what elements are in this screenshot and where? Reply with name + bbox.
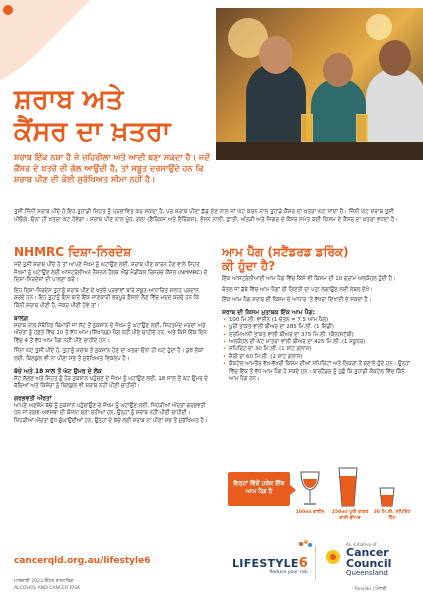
kids-text: ਸੱਟ ਲੱਗਣ ਅਤੇ ਸਿਹਤ ਨੂੰ ਹੋਰ ਨੁਕਸਾਨ ਪਹੁੰਚਣ ਦੇ ਜੋਖਮ ਨੂੰ ਘਟਾਉਣ ਲਈ, 18 ਸਾਲ ਤੋਂ ਘੱਟ ਉਮਰ ਦੇ ਬੱਚਿਆਂ ਅਤੇ ਕਿਸ਼ੋਰਾਂ ਨੂੰ ਬਿਲਕੁਲ ਵੀ ਸ਼ਰਾਬ ਨਹੀਂ ਪੀਣੀ ਚਾਹੀਦੀ। [14,375,208,390]
lifestyle6-logo [232,552,308,575]
bar-scene-photo [216,8,423,160]
list-item: • ਕੌਕਟੇਲ ਆਮਤੌਰ ਵੱਖ-ਵੱਖਰੀ ਕਿਸਮ ਦੀਆਂ ਸਪਿਰਿਟਾਂ ਅਤੇ ਲਿਕਰਾਂ ਤੋਂ ਬਣਾਏ ਹੁੰਦੇ ਹਨ। ਉਨ੍ਹਾਂ ਵਿੱਚ ਇੱਕ ਤੋਂ ਵੱਧ ਆਮ ਪੈੱਗ ਹੋ ਸਕਦੇ ਹਨ। ਬਾਰਟੈਂਡਰ ਨੂੰ ਪੁੱਛੋ ਕਿ ਤੁਹਾਡੀ ਕੌਕਟੇਲ ਵਿੱਚ ਕਿੰਨੇ ਆਮ ਪੈੱਗ ਹਨ। [222,361,412,383]
beer-label: 250ml ਪੂਰੀ ਤਾਕਤ ਵਾਲੀ ਬੀਅਰ [331,510,369,521]
website-link[interactable]: cancerqld.org.au/lifestyle6 [14,556,151,566]
footer-date: ਮਾਰਚਾਈ 2023 ਇੰਟਰ ਰਾਸ਼ਟਰਿਕ [14,579,74,584]
intro-paragraph: ਤੁਸੀਂ ਜਿੰਨੀ ਸ਼ਰਾਬ ਪੀਂਦੇ ਹੋ ਇਹ ਤੁਹਾਡੀ ਸਿਹਤ ਨੂੰ ਪ੍ਰਭਾਵਿਤ ਕਰ ਸਕਦਾ ਹੈ, ਪਰ ਸ਼ਰਾਬ ਪੀਣਾ ਛੱਡ ਦੇਣ ਨਾਲ ਜਾਂ ਘੱਟ ਕਰਨ ਨਾਲ ਤੁਹਾਡੇ ਕੈਂਸਰ ਦਾ ਖ਼ਤਰਾ ਘੱਟ ਜਾਂਦਾ ਹੈ। ਜਿੰਨੀ ਘੱਟ ਸ਼ਰਾਬ ਤੁਸੀਂ ਪੀਓਗੇ, ਓਨਾ ਹੀ ਖ਼ਤਰਾ ਘੱਟ ਹੋਵੇਗਾ। ਸ਼ਰਾਬ ਪੀਣ ਨਾਲ ਮੂੰਹ, ਗਲਾ (ਫੈਰਿੰਕਸ ਅਤੇ ਲੈਰਿੰਕਸ), ਭੋਜਨ ਨਾਲੀ, ਛਾਤੀ, ਅੰਤੜੀ ਅਤੇ ਜਿਗਰ ਦੇ ਕੈਂਸਰ ਸਮੇਤ ਕਈ ਕਿਸਮ ਦੇ ਕੈਂਸਰ ਦਾ ਖ਼ਤਰਾ ਵਧਦਾ ਹੈ। [14,209,399,223]
standard-drink-p1: ਇੱਕ ਆਸਟ੍ਰੇਲੀਆਈ ਆਮ ਪੈੱਗ ਵਿੱਚ ਕਿਸੇ ਵੀ ਕਿਸਮ ਦੀ 10 ਗ੍ਰਾਮ ਅਲਕੋਹਲ ਹੁੰਦੀ ਹੈ। [222,276,396,282]
shot-glass-icon [378,486,396,508]
standard-drink-callout: ਇਨ੍ਹਾਂ ਵਿੱਚੋਂ ਹਰੇਕ ਇੱਕ ਆਮ ਪੈੱਗ ਹੈ [228,472,290,506]
guidelines-heading: NHMRC ਦਿਸ਼ਾ-ਨਿਰਦੇਸ਼ [14,245,132,259]
beer-glass-icon [336,466,360,508]
standard-drink-section [222,245,412,383]
adults-text-1: ਸ਼ਰਾਬ ਨਾਲ ਸੰਬੰਧਿਤ ਬਿਮਾਰੀ ਜਾਂ ਸੱਟ ਤੋਂ ਨੁਕਸਾਨ ਦੇ ਜੋਖਮ ਨੂੰ ਘਟਾਉਣ ਲਈ, ਸਿਹਤਮੰਦ ਮਰਦਾਂ ਅਤੇ ਔਰਤਾਂ ਨੂੰ ਹਫ਼ਤੇ ਵਿੱਚ 10 ਤੋਂ ਵੱਧ ਆਮ (ਸਿੱਖਾਰਡ) ਪੈੱਗ ਨਹੀਂ ਪੀਣੇ ਚਾਹੀਦੇ ਹਨ, ਅਤੇ ਕਿਸੇ ਇੱਕ ਦਿਨ ਵਿੱਚ 4 ਤੋਂ ਵੱਧ ਆਮ ਪੈੱਗ ਨਹੀਂ ਪੀਣੇ ਚਾਹੀਦੇ ਹਨ। [14,322,207,344]
footer-title: ALCOHOL AND CANCER RISK [14,586,81,591]
language-label: Punjabi | ਪੰਜਾਬੀ [355,587,387,592]
logo-number: 6 [298,556,308,571]
list-item: • ਸ਼ੈਰੀ ਦਾ 60 ਮਿ.ਲੀ. (2 ਸ਼ਾਟ ਗਲਾਸ) [222,354,412,361]
standard-drink-heading: ਆਮ ਪੈੱਗ (ਸਟੈਂਡਰਡ ਡਰਿੰਕ) ਕੀ ਹੁੰਦਾ ਹੈ? [222,245,349,273]
adults-heading: ਬਾਲਗ਼ [14,314,29,322]
daffodil-icon [324,548,342,566]
list-item: • ਅਲਕੋਹਲ ਦੀ ਘੱਟ ਮਾਤਰਾ ਵਾਲੀ ਬੀਅਰ ਦਾ 425 ਮਿ.ਲੀ. (1 ਸਕੂਨਰ) [222,339,412,346]
heart-dots-icon [298,540,312,552]
wine-label: 100ml ਵਾਈਨ [295,510,325,515]
wine-glass-icon [298,470,322,508]
pregnancy-text: ਆਪਣੇ ਅਣਜੰਮੇ ਬੱਚੇ ਨੂੰ ਨੁਕਸਾਨ ਪਹੁੰਚਾਉਣ ਦੇ ਜੋਖਮ ਨੂੰ ਘਟਾਉਣ ਲਈ, ਜਿਹੜੀਆਂ ਔਰਤਾਂ ਗਰਭਵਤੀ ਹਨ ਜਾਂ ਗਰਭ-ਅਵਸਥਾ ਦੀ ਯੋਜਨਾ ਬਣਾ ਰਹੀਆਂ ਹਨ, ਉਨ੍ਹਾਂ ਨੂੰ ਸ਼ਰਾਬ ਨਹੀਂ ਪੀਣੀ ਚਾਹੀਦੀ। ਜਿਹੜੀਆਂ ਔਰਤਾਂ ਦੁੱਧ ਚੁੰਘਾਉਂਦੀਆਂ ਹਨ, ਉਨ੍ਹਾਂ ਦੇ ਬੱਚੇ ਲਈ ਸ਼ਰਾਬ ਨਾ ਪੀਣਾ ਸਭ ਤੋਂ ਸੁਰੱਖਿਅਤ ਹੈ। [14,402,208,424]
guidelines-section [14,245,209,426]
page-title: ਸ਼ਰਾਬ ਅਤੇ ਕੈਂਸਰ ਦਾ ਖ਼ਤਰਾ [14,84,171,147]
list-item: • ਸਪਿਰਿਟ ਦਾ 30 ਮਿ.ਲੀ. (1 ਸ਼ਾਟ ਗਲਾਸ) [222,346,412,353]
logo-word: LIFESTYLE [232,557,299,570]
guidelines-p2: ਇਹ ਦਿਸ਼ਾ-ਨਿਰਦੇਸ਼ ਤੁਹਾਨੂੰ ਸ਼ਰਾਬ ਪੀਣ ਦੇ ਖ਼ਤਰੇ ਪ੍ਰਭਾਵਾਂ ਬਾਰੇ ਸਬੂਤ-ਆਧਾਰਿਤ ਸਲਾਹ ਪ੍ਰਦਾਨ ਕਰਦੇ ਹਨ। ਇਹ ਤੁਹਾਨੂੰ ਇਸ ਬਾਰੇ ਇੱਕ ਜਾਣਕਾਰੀ ਭਰਪੂਰ ਫ਼ੈਸਲਾ ਲੈਣ ਵਿੱਚ ਮਦਦ ਕਰਦੇ ਹਨ ਕਿ ਕਿੰਨੀ ਸ਼ਰਾਬ ਪੀਣੀ ਹੈ, ਜੇਕਰ ਪੀਣੀ ਹੋਵੇ ਤਾਂ। [14,287,200,309]
standard-drink-p3: ਇੱਕ ਆਮ ਪੈੱਗ ਸ਼ਰਾਬ ਦੀ ਕਿਸਮ ਦੇ ਆਧਾਰ 'ਤੇ ਵੱਖਰਾ ਦਿਖਾਈ ਦੇ ਸਕਦਾ ਹੈ। [222,297,372,304]
list-item: • 100 ਮਿ.ਲੀ. ਵਾਈਨ (1 ਚੇਤਨ = 7.5 ਆਮ ਪੈੱਗ) [222,317,412,324]
guidelines-p1: ਜਦੋਂ ਤੁਸੀਂ ਸ਼ਰਾਬ ਪੀਂਦੇ ਹੋ ਤਾਂ ਆਪਣੇ ਜੋਖਮ ਨੂੰ ਘਟਾਉਣ ਲਈ, ਸ਼ਰਾਬ ਪੀਣ ਕਾਰਨ ਹੋਣ ਵਾਲੇ ਸਿਹਤ ਜੋਖਮਾਂ ਨੂੰ ਘਟਾਉਣ ਲਈ ਆਸਟ੍ਰੇਲੀਅਨ ਨੈਸ਼ਨਲ ਹੈਲਥ ਐਂਡ ਮੈਡੀਕਲ ਰਿਸਰਚ ਕੌਂਸਲ (NHMRC) ਦੇ ਦਿਸ਼ਾ-ਨਿਰਦੇਸ਼ਾਂ ਦੀ ਪਾਲਣਾ ਕਰੋ। [14,262,208,284]
logo-divider [315,546,316,580]
list-item: • ਪੂਰੀ ਤਾਕਤ ਵਾਲੀ ਬੀਅਰ ਦਾ 285 ਮਿ.ਲੀ. (1 ਮਿੱਡੀ) [222,324,412,331]
drink-list-heading: ਸ਼ਰਾਬ ਦੀ ਕਿਸਮ ਮੁਤਾਬਕ ਇੱਕ ਆਮ ਪੈੱਗ: [222,308,316,316]
list-item: • ਦਰਮਿਆਨੀ ਤਾਕਤ ਵਾਲੀ ਬੀਅਰ ਦਾ 375 ਮਿ.ਲੀ. (ਕੈਨ/ਸਟੱਬੀ) [222,332,412,339]
pregnancy-heading: ਗਰਭਵਤੀ ਔਰਤਾਂ [14,394,52,402]
adults-text-2: ਜਿੰਨਾ ਘੱਟ ਤੁਸੀਂ ਪੀਂਦੇ ਹੋ, ਤੁਹਾਨੂੰ ਸ਼ਰਾਬ ਤੋਂ ਨੁਕਸਾਨ ਹੋਣ ਦਾ ਖ਼ਤਰਾ ਓਨਾ ਹੀ ਘੱਟ ਹੁੰਦਾ ਹੈ। ਕੁਝ ਲੋਕਾਂ ਲਈ, ਬਿਲਕੁਲ ਵੀ ਨਾ ਪੀਣਾ ਸਭ ਤੋਂ ਸੁਰੱਖਿਅਤ ਵਿਕਲਪ ਹੈ। [14,348,204,362]
intro-text: ਸ਼ਰਾਬ ਇੱਕ ਨਸ਼ਾ ਹੈ ਜੋ ਜ਼ਹਿਰੀਲਾ ਅਤੇ ਆਦੀ ਬਣਾ ਸਕਦਾ ਹੈ। ਜਦੋਂ ਕੈਂਸਰ ਦੇ ਖ਼ਤਰੇ ਦੀ ਗੱਲ ਆਉਂਦੀ ਹੈ, ਤਾਂ ਸਬੂਤ ਦਰਸਾਉਂਦੇ ਹਨ ਕਿ ਸ਼ਰਾਬ ਪੀਣ ਦੀ ਕੋਈ ਸੁਰੱਖਿਅਤ ਸੀਮਾ ਨਹੀਂ ਹੈ। [14,152,210,184]
decorative-shape [0,0,90,80]
cancer-council-logo: An initiative of Cancer Council Queensland [326,542,416,577]
kids-heading: ਬੱਚੇ ਅਤੇ 18 ਸਾਲ ਤੋਂ ਘੱਟ ਉਮਰ ਦੇ ਲੋਕ [14,367,102,375]
logo-tagline: Reduce your risk [269,570,308,575]
drink-list [222,317,412,384]
standard-drink-p2: ਬੋਤਲ ਜਾਂ ਡੱਬੇ ਵਿੱਚ ਆਮ ਪੈੱਗਾਂ ਦੀ ਗਿਣਤੀ ਦਾ ਪਤਾ ਲਗਾਉਣ ਲਈ ਲੇਬਲ ਦੇਖੋ। [222,286,373,293]
spirit-label: 30 ਮਿ.ਲੀ. ਸਪਿਰਿਟ ਹਿੱਪ [373,510,411,521]
